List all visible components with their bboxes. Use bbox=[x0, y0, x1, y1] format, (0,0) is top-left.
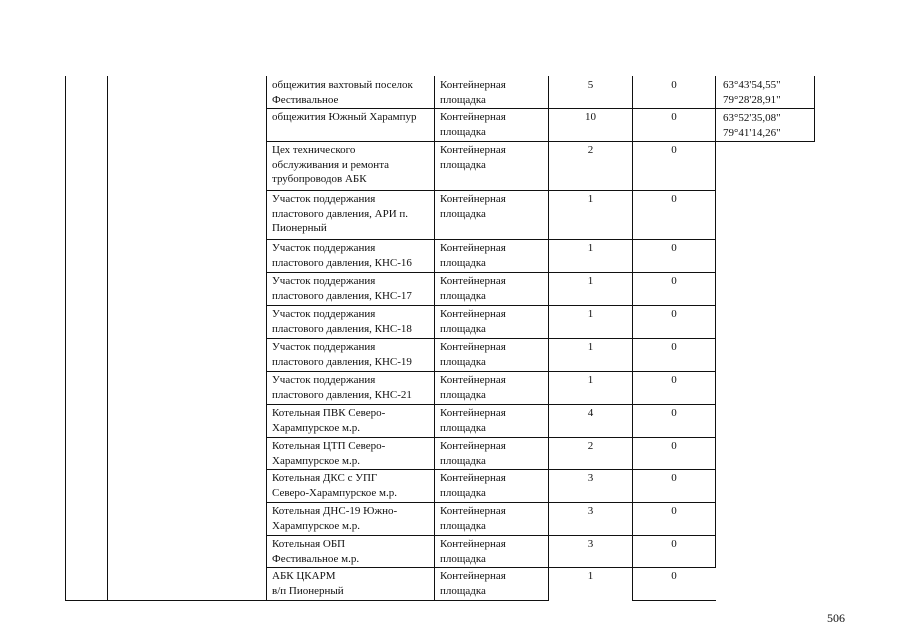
facility-name-cell: Участок поддержания пластового давления, АРИ п. Пионерный bbox=[272, 193, 409, 234]
table-row-line bbox=[266, 239, 716, 240]
quantity-cell: 2 bbox=[587, 144, 594, 156]
site-type-cell: Контейнерная площадка bbox=[440, 505, 506, 532]
facility-name-cell: Котельная ЦТП Северо- Харампурское м.р. bbox=[272, 440, 386, 467]
zero-value-cell: 0 bbox=[671, 144, 677, 156]
quantity-cell: 5 bbox=[587, 79, 594, 91]
table-bottom-line bbox=[65, 600, 549, 601]
table-row-line bbox=[266, 437, 716, 438]
quantity-cell: 10 bbox=[585, 111, 596, 123]
facility-name-cell: общежития вахтовый поселок Фестивальное bbox=[272, 79, 413, 106]
quantity-cell: 1 bbox=[587, 275, 594, 287]
site-type-cell: Контейнерная площадка bbox=[440, 193, 506, 220]
facility-name-cell: АБК ЦКАРМ в/п Пионерный bbox=[272, 570, 344, 597]
table-row-line bbox=[266, 305, 716, 306]
table-border-left bbox=[65, 76, 66, 600]
coordinates-1: 63°43'54,55" 79°28'28,91" bbox=[723, 79, 781, 106]
facility-name-cell: Участок поддержания пластового давления, КНС-17 bbox=[272, 275, 412, 302]
site-type-cell: Контейнерная площадка bbox=[440, 341, 506, 368]
zero-value-cell: 0 bbox=[671, 407, 677, 419]
zero-value-cell: 0 bbox=[671, 79, 677, 91]
zero-value-cell: 0 bbox=[671, 275, 677, 287]
table-column-line bbox=[107, 76, 108, 600]
quantity-cell: 1 bbox=[587, 374, 594, 386]
zero-value-cell: 0 bbox=[671, 242, 677, 254]
quantity-cell: 1 bbox=[587, 570, 594, 582]
site-type-cell: Контейнерная площадка bbox=[440, 111, 506, 138]
quantity-cell: 3 bbox=[587, 505, 594, 517]
site-type-cell: Контейнерная площадка bbox=[440, 440, 506, 467]
facility-name-cell: Участок поддержания пластового давления, КНС-19 bbox=[272, 341, 412, 368]
facility-name-cell: Цех технического обслуживания и ремонта трубопроводов АБК bbox=[272, 144, 390, 185]
zero-value-cell: 0 bbox=[671, 374, 677, 386]
site-type-cell: Контейнерная площадка bbox=[440, 570, 506, 597]
table-row-line bbox=[266, 535, 716, 536]
zero-value-cell: 0 bbox=[671, 538, 677, 550]
table-row-line bbox=[266, 567, 716, 568]
site-type-cell: Контейнерная площадка bbox=[440, 242, 506, 269]
table-bottom-line bbox=[632, 600, 716, 601]
zero-value-cell: 0 bbox=[671, 111, 677, 123]
site-type-cell: Контейнерная площадка bbox=[440, 79, 506, 106]
table-row-line bbox=[266, 141, 815, 142]
facility-name-cell: Котельная ДНС-19 Южно- Харампурское м.р. bbox=[272, 505, 398, 532]
table-row-line bbox=[266, 190, 716, 191]
site-type-cell: Контейнерная площадка bbox=[440, 407, 506, 434]
coordinates-2: 63°52'35,08" 79°41'14,26" bbox=[723, 112, 781, 139]
table-row-line bbox=[266, 371, 716, 372]
facility-name-cell: общежития Южный Харампур bbox=[272, 111, 417, 123]
site-type-cell: Контейнерная площадка bbox=[440, 144, 506, 171]
facility-name-cell: Котельная ДКС с УПГ Северо-Харампурское м.р. bbox=[272, 472, 397, 499]
quantity-cell: 4 bbox=[587, 407, 594, 419]
table-row-line bbox=[266, 108, 815, 109]
table-row-line bbox=[266, 338, 716, 339]
zero-value-cell: 0 bbox=[671, 193, 677, 205]
facility-name-cell: Участок поддержания пластового давления, КНС-21 bbox=[272, 374, 412, 401]
facility-name-cell: Котельная ОБП Фестивальное м.р. bbox=[272, 538, 360, 565]
site-type-cell: Контейнерная площадка bbox=[440, 275, 506, 302]
quantity-cell: 1 bbox=[587, 341, 594, 353]
site-type-cell: Контейнерная площадка bbox=[440, 538, 506, 565]
quantity-cell: 2 bbox=[587, 440, 594, 452]
site-type-cell: Контейнерная площадка bbox=[440, 374, 506, 401]
zero-value-cell: 0 bbox=[671, 341, 677, 353]
zero-value-cell: 0 bbox=[671, 308, 677, 320]
quantity-cell: 1 bbox=[587, 308, 594, 320]
table-column-line bbox=[715, 76, 716, 567]
table-row-line bbox=[266, 502, 716, 503]
quantity-cell: 1 bbox=[587, 242, 594, 254]
site-type-cell: Контейнерная площадка bbox=[440, 472, 506, 499]
zero-value-cell: 0 bbox=[671, 472, 677, 484]
table-row-line bbox=[266, 404, 716, 405]
table-row-line bbox=[266, 272, 716, 273]
facility-name-cell: Участок поддержания пластового давления, КНС-18 bbox=[272, 308, 412, 335]
zero-value-cell: 0 bbox=[671, 505, 677, 517]
site-type-cell: Контейнерная площадка bbox=[440, 308, 506, 335]
quantity-cell: 1 bbox=[587, 193, 594, 205]
facility-name-cell: Котельная ПВК Северо- Харампурское м.р. bbox=[272, 407, 386, 434]
table-row-line bbox=[266, 469, 716, 470]
zero-value-cell: 0 bbox=[671, 570, 677, 582]
quantity-cell: 3 bbox=[587, 472, 594, 484]
zero-value-cell: 0 bbox=[671, 440, 677, 452]
quantity-cell: 3 bbox=[587, 538, 594, 550]
facility-name-cell: Участок поддержания пластового давления, КНС-16 bbox=[272, 242, 412, 269]
page-number: 506 bbox=[827, 611, 845, 625]
